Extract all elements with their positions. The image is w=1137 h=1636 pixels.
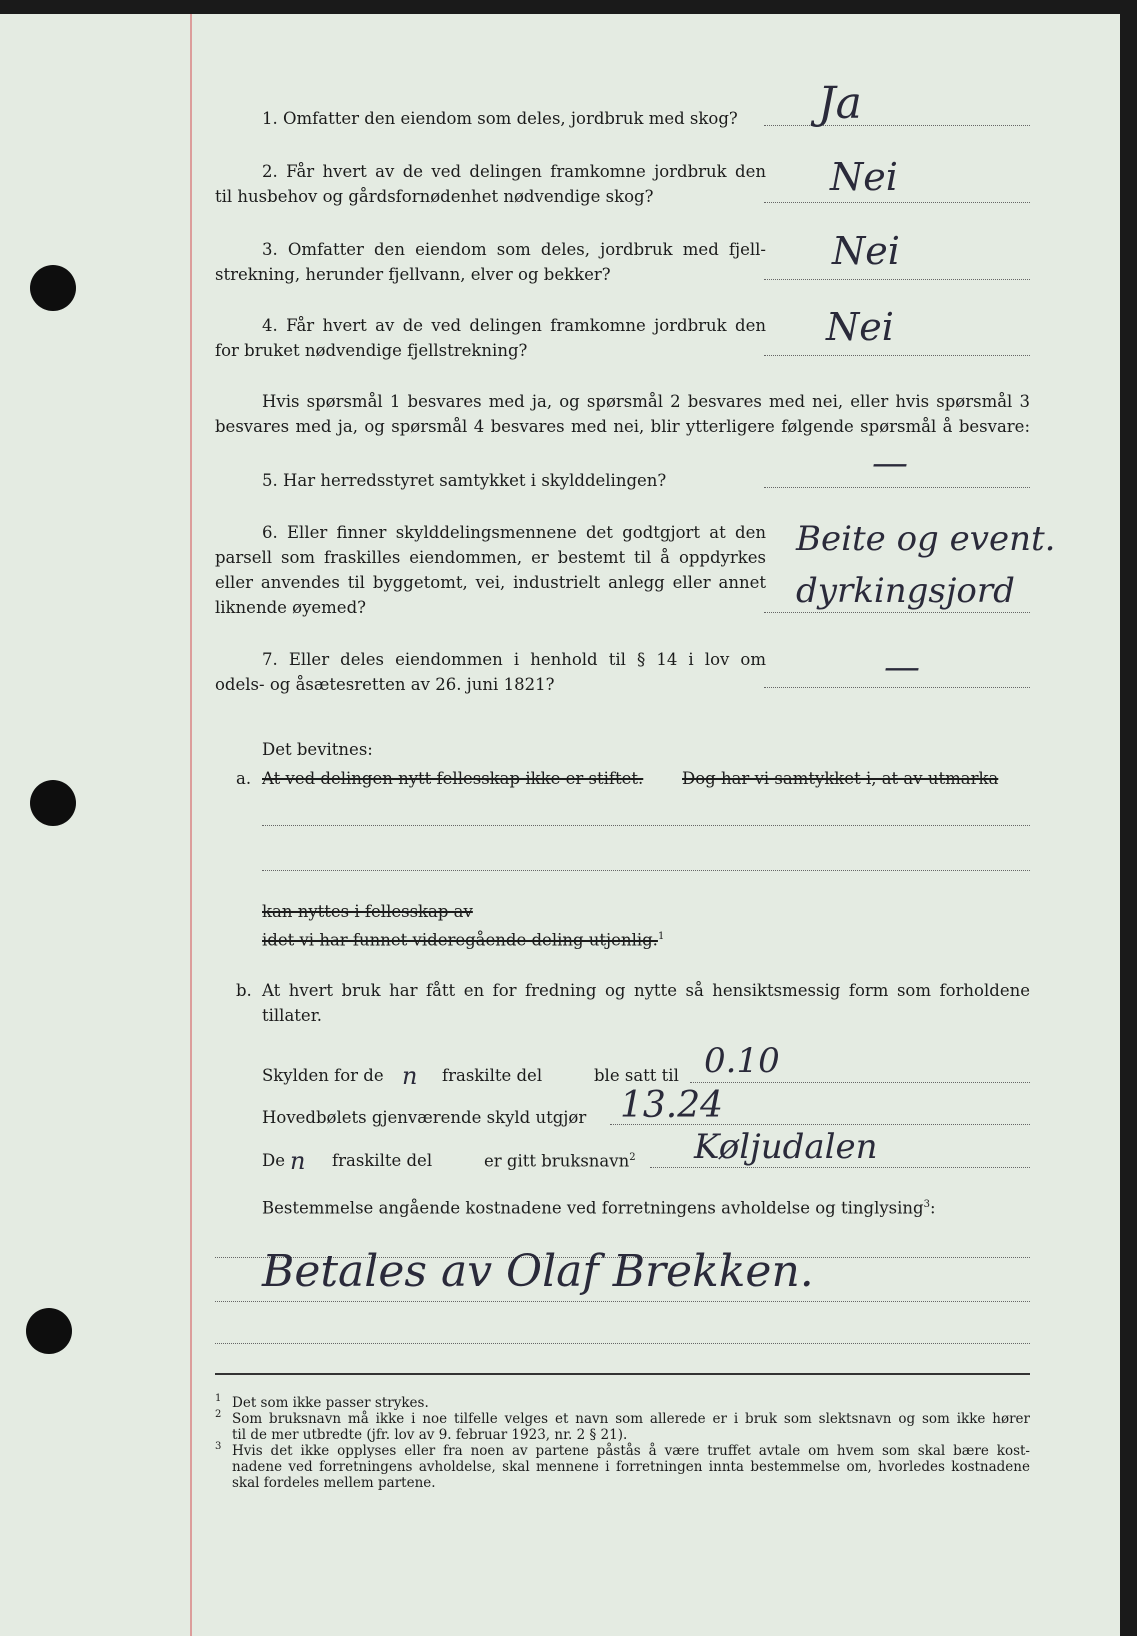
question-3-line-1: 3. Omfatter den eiendom som deles, jordbruk med fjell- [262,240,766,259]
answer-3-handwritten: Nei [832,229,900,273]
footnote-3-num: 3 [215,1441,222,1452]
bruksnavn-handwritten: Køljudalen [694,1127,878,1167]
footnote-3-line-1: Hvis det ikke opplyses eller fra noen av partene påstås å være truffet avtale om hvem som skal bære kost- [232,1443,1030,1459]
skyld-label-1: Skylden for de [262,1066,384,1085]
skyld-hw-3: n [290,1147,306,1175]
item-a-blank-line [262,870,1030,871]
skyld-label-3b: fraskilte del [332,1151,433,1170]
footnote-3-line-3: skal fordeles mellem partene. [232,1475,436,1491]
skyld-value-handwritten: 0.10 [704,1041,780,1081]
skyld-hw-1: n [402,1062,418,1090]
answer-line-5 [764,487,1030,488]
question-3-line-2: strekning, herunder fjellvann, elver og bekker? [215,265,611,284]
kostnader-line-2 [215,1301,1030,1302]
question-7-line-1: 7. Eller deles eiendommen i henhold til § 14 i lov om [262,650,766,669]
skyld-label-2: Hovedbølets gjenværende skyld utgjør [262,1108,587,1127]
kostnader-line-3 [215,1343,1030,1344]
answer-line-1 [764,125,1030,126]
question-5: 5. Har herredsstyret samtykket i skylddelingen? [262,471,667,490]
answer-7-handwritten: — [884,647,920,688]
kostnader-colon: : [929,1198,936,1218]
footnote-1: Det som ikke passer strykes. [232,1395,429,1411]
question-6-line-3: eller anvendes til byggetomt, vei, industrielt anlegg eller annet [215,573,766,592]
answer-line-6 [764,612,1030,613]
skyld-label-3c-row [484,1153,636,1170]
item-a-struck-text-4: idet vi har funnet videregående deling utjenlig. [262,930,658,950]
remaining-skyld-handwritten: 13.24 [620,1085,724,1126]
question-6-line-1: 6. Eller finner skylddelingsmennene det godtgjort at den [262,523,766,542]
item-b-line-2: tillater. [262,1006,323,1025]
skyld-label-1c: ble satt til [594,1066,679,1085]
kostnader-label-row [262,1200,936,1217]
kostnader-label: Bestemmelse angående kostnadene ved forretningens avholdelse og tinglysing [262,1198,924,1218]
kostnader-handwritten: Betales av Olaf Brekken. [262,1246,814,1297]
item-a-struck-text-3: kan nyttes i fellesskap av [262,902,473,921]
answer-line-2 [764,202,1030,203]
footnote-2-num: 2 [215,1409,222,1420]
punch-hole [30,265,76,311]
answer-4-handwritten: Nei [826,305,894,349]
footnote-3-line-2: nadene ved forretningens avholdelse, skal mennene i forretningen innta bestemmelse om, hvorledes kostnadene [232,1459,1030,1475]
question-7-line-2: odels- og åsætesretten av 26. juni 1821? [215,675,555,694]
skyld-label-1b: fraskilte del [442,1066,543,1085]
skyld-label-3c: er gitt bruksnavn [484,1151,630,1171]
item-b-label: b. [236,981,252,1000]
answer-6-handwritten-line-2: dyrkingsjord [796,571,1015,611]
question-1: 1. Omfatter den eiendom som deles, jordbruk med skog? [262,109,738,128]
punch-hole [26,1308,72,1354]
item-a-label: a. [236,769,252,788]
margin-rule [190,14,192,1636]
skyld-line-1 [690,1082,1030,1083]
item-a-struck-text-4-row [262,932,664,949]
footnote-2-line-2: til de mer utbredte (jfr. lov av 9. februar 1923, nr. 2 § 21). [232,1427,628,1443]
footnote-ref-3: 3 [923,1199,930,1210]
item-a-struck-text: At ved delingen nytt fellesskap ikke er stiftet. [262,769,644,788]
item-b-line-1: At hvert bruk har fått en for fredning og nytte så hensiktsmessig form som forholdene [262,981,1030,1000]
footnote-1-num: 1 [215,1393,222,1404]
skyld-label-3: De [262,1151,285,1170]
answer-line-3 [764,279,1030,280]
answer-5-handwritten: — [872,443,908,484]
answer-1-handwritten: Ja [818,78,862,129]
bevitnes-heading: Det bevitnes: [262,740,373,759]
question-2-line-2: til husbehov og gårdsfornødenhet nødvendige skog? [215,187,654,206]
punch-hole [30,780,76,826]
answer-2-handwritten: Nei [830,155,898,199]
footnote-ref-1: 1 [657,931,665,942]
question-6-line-2: parsell som fraskilles eiendommen, er bestemt til å oppdyrkes [215,548,766,567]
footnote-2-line-1: Som bruksnavn må ikke i noe tilfelle velges et navn som allerede er i bruk som slektsnavn og som ikke hører [232,1411,1030,1427]
question-4-line-1: 4. Får hvert av de ved delingen framkomne jordbruk den [262,316,766,335]
question-6-line-4: liknende øyemed? [215,598,366,617]
item-a-blank-line [262,825,1030,826]
question-4-line-2: for bruket nødvendige fjellstrekning? [215,341,528,360]
answer-line-4 [764,355,1030,356]
answer-6-handwritten-line-1: Beite og event. [796,519,1056,559]
item-a-struck-text-2: Dog har vi samtykket i, at av utmarka [682,769,999,788]
skyld-line-3 [650,1167,1030,1168]
condition-line-1: Hvis spørsmål 1 besvares med ja, og spørsmål 2 besvares med nei, eller hvis spørsmål 3 [262,392,1030,411]
footnote-divider [215,1373,1030,1375]
footnote-ref-2: 2 [629,1152,636,1163]
question-2-line-1: 2. Får hvert av de ved delingen framkomne jordbruk den [262,162,766,181]
condition-line-2: besvares med ja, og spørsmål 4 besvares med nei, blir ytterligere følgende spørsmål å besvare: [215,417,1030,436]
